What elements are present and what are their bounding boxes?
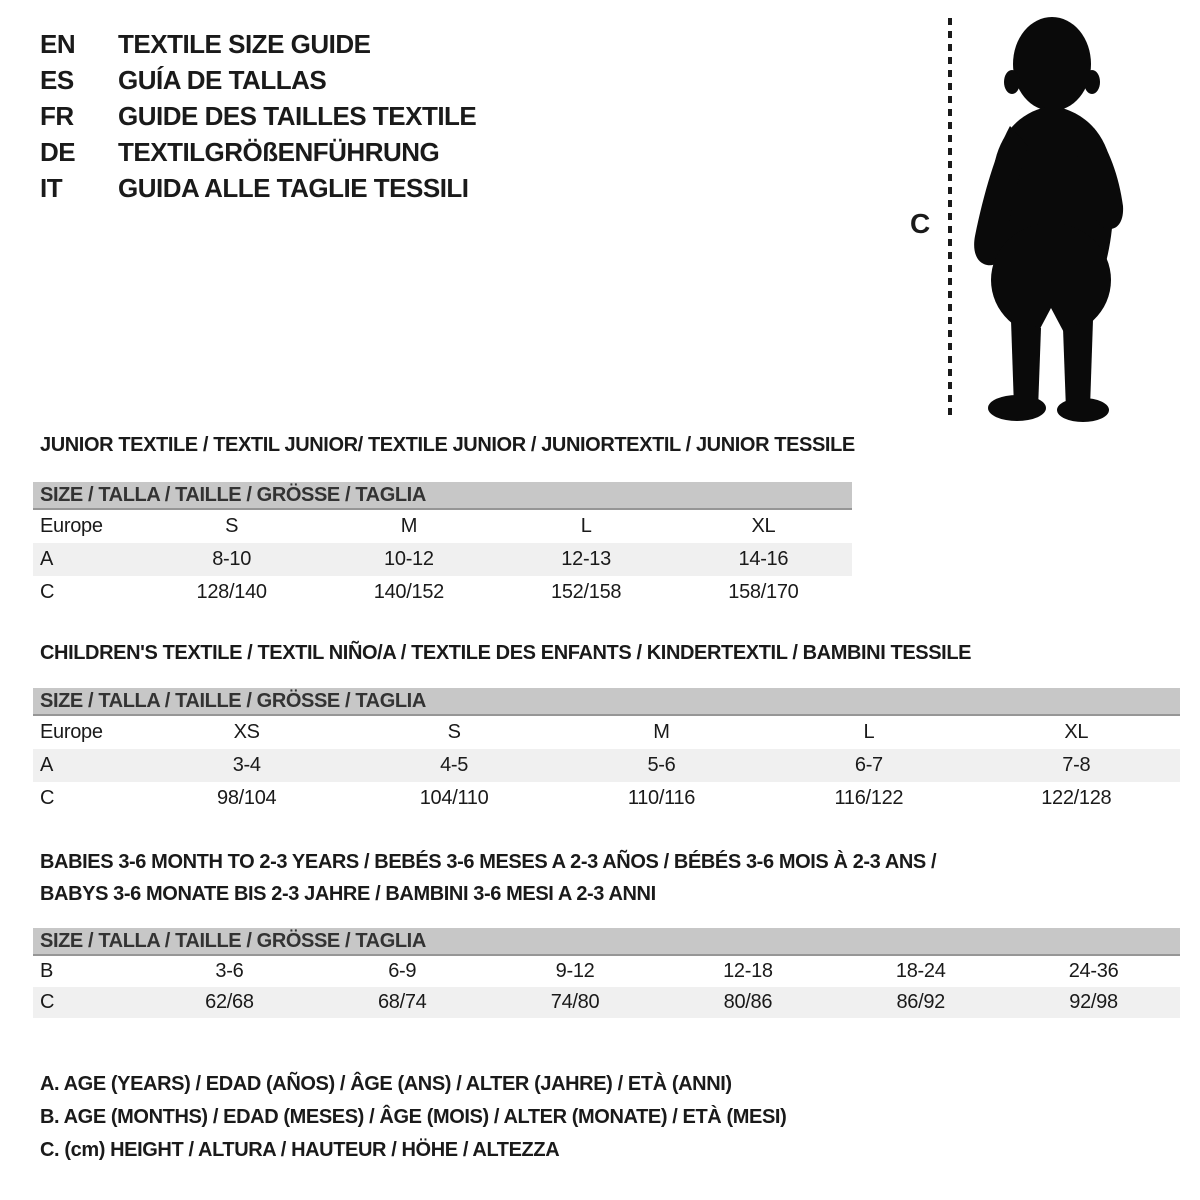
size-header-label: SIZE / TALLA / TAILLE / GRÖSSE / TAGLIA [40, 929, 426, 952]
cell-value: 12-13 [561, 548, 611, 570]
language-code: FR [40, 100, 74, 131]
row-label: Europe [40, 515, 103, 537]
table-row [33, 749, 1180, 782]
babies-title-line-2: BABYS 3-6 MONATE BIS 2-3 JAHRE / BAMBINI 3-6 MESI A 2-3 ANNI [40, 883, 656, 905]
cell-value: 68/74 [377, 991, 427, 1013]
language-row [40, 26, 476, 62]
language-row [40, 98, 476, 134]
cell-value: M [400, 515, 418, 537]
cell-value: 122/128 [1041, 787, 1112, 809]
size-header-label: SIZE / TALLA / TAILLE / GRÖSSE / TAGLIA [40, 483, 426, 506]
table-row [33, 543, 852, 576]
cell-value: S [225, 515, 239, 537]
row-label: C [40, 991, 55, 1013]
cell-value: XS [233, 721, 260, 743]
table-row [33, 576, 852, 609]
height-measure-dashed-line [948, 18, 952, 416]
cell-value: S [447, 721, 461, 743]
language-code: DE [40, 136, 76, 167]
row-label: C [40, 581, 55, 603]
cell-value: 6-7 [854, 754, 883, 776]
cell-value: 80/86 [723, 991, 773, 1013]
cell-value: 98/104 [217, 787, 277, 809]
cell-value: XL [751, 515, 776, 537]
cell-value: L [580, 515, 592, 537]
cell-value: 62/68 [205, 991, 254, 1013]
guide-title: GUÍA DE TALLAS [118, 64, 327, 95]
cell-value: 10-12 [384, 548, 434, 570]
cell-value: 9-12 [555, 960, 595, 982]
table-row [33, 510, 852, 543]
cell-value: 3-4 [232, 754, 261, 776]
size-header-bar [33, 688, 1180, 716]
cell-value: 74/80 [550, 991, 600, 1013]
cell-value: 116/122 [834, 787, 904, 809]
cell-value: XL [1064, 721, 1089, 743]
babies-section-title [40, 846, 1180, 910]
cell-value: 18-24 [895, 960, 946, 982]
language-row [40, 170, 476, 206]
table-row [33, 956, 1180, 987]
cell-value: 4-5 [440, 754, 469, 776]
cell-value: 152/158 [551, 581, 622, 603]
cell-value: M [653, 721, 670, 743]
babies-title-line-1: BABIES 3-6 MONTH TO 2-3 YEARS / BEBÉS 3-6 MESES A 2-3 AÑOS / BÉBÉS 3-6 MOIS À 2-3 ANS / [40, 851, 937, 873]
row-label: B [40, 960, 54, 982]
cell-value: 110/116 [627, 787, 696, 809]
size-header-bar [33, 928, 1180, 956]
row-label: C [40, 787, 55, 809]
language-title-list [40, 26, 476, 206]
cell-value: 7-8 [1062, 754, 1091, 776]
junior-section-title: JUNIOR TEXTILE / TEXTIL JUNIOR/ TEXTILE JUNIOR / JUNIORTEXTIL / JUNIOR TESSILE [40, 434, 855, 456]
cell-value: L [863, 721, 875, 743]
cell-value: 140/152 [373, 581, 444, 603]
children-section-title: CHILDREN'S TEXTILE / TEXTIL NIÑO/A / TEXTILE DES ENFANTS / KINDERTEXTIL / BAMBINI TESSILE [40, 642, 972, 664]
language-code: EN [40, 28, 76, 59]
guide-title: GUIDE DES TAILLES TEXTILE [118, 100, 477, 131]
figure-height-label: C [910, 208, 931, 239]
row-label: A [40, 754, 54, 776]
cell-value: 104/110 [419, 787, 489, 809]
cell-value: 5-6 [647, 754, 676, 776]
legend-line-a: A. AGE (YEARS) / EDAD (AÑOS) / ÂGE (ANS) / ALTER (JAHRE) / ETÀ (ANNI) [40, 1073, 732, 1095]
size-header-bar [33, 482, 852, 510]
row-label: Europe [40, 721, 103, 743]
cell-value: 24-36 [1068, 960, 1119, 982]
cell-value: 3-6 [215, 960, 244, 982]
language-code: ES [40, 64, 74, 95]
cell-value: 14-16 [738, 548, 789, 570]
language-row [40, 134, 476, 170]
legend-line-c: C. (cm) HEIGHT / ALTURA / HAUTEUR / HÖHE / ALTEZZA [40, 1139, 560, 1161]
cell-value: 8-10 [212, 548, 252, 570]
table-row [33, 782, 1180, 815]
guide-title: TEXTILE SIZE GUIDE [118, 28, 371, 59]
cell-value: 92/98 [1069, 991, 1118, 1013]
table-row [33, 987, 1180, 1018]
children-size-table [33, 688, 1180, 815]
cell-value: 86/92 [896, 991, 946, 1013]
legend-line-b: B. AGE (MONTHS) / EDAD (MESES) / ÂGE (MOIS) / ALTER (MONATE) / ETÀ (MESI) [40, 1106, 787, 1128]
babies-size-table [33, 928, 1180, 1018]
row-label: A [40, 548, 54, 570]
cell-value: 12-18 [723, 960, 773, 982]
junior-size-table [33, 482, 852, 609]
cell-value: 158/170 [728, 581, 799, 603]
language-code: IT [40, 172, 63, 203]
legend [40, 1068, 786, 1167]
cell-value: 6-9 [388, 960, 417, 982]
size-header-label: SIZE / TALLA / TAILLE / GRÖSSE / TAGLIA [40, 689, 426, 712]
language-row [40, 62, 476, 98]
toddler-silhouette-icon [960, 12, 1144, 424]
cell-value: 128/140 [196, 581, 267, 603]
guide-title: TEXTILGRÖßENFÜHRUNG [118, 136, 440, 167]
guide-title: GUIDA ALLE TAGLIE TESSILI [118, 172, 469, 203]
table-row [33, 716, 1180, 749]
